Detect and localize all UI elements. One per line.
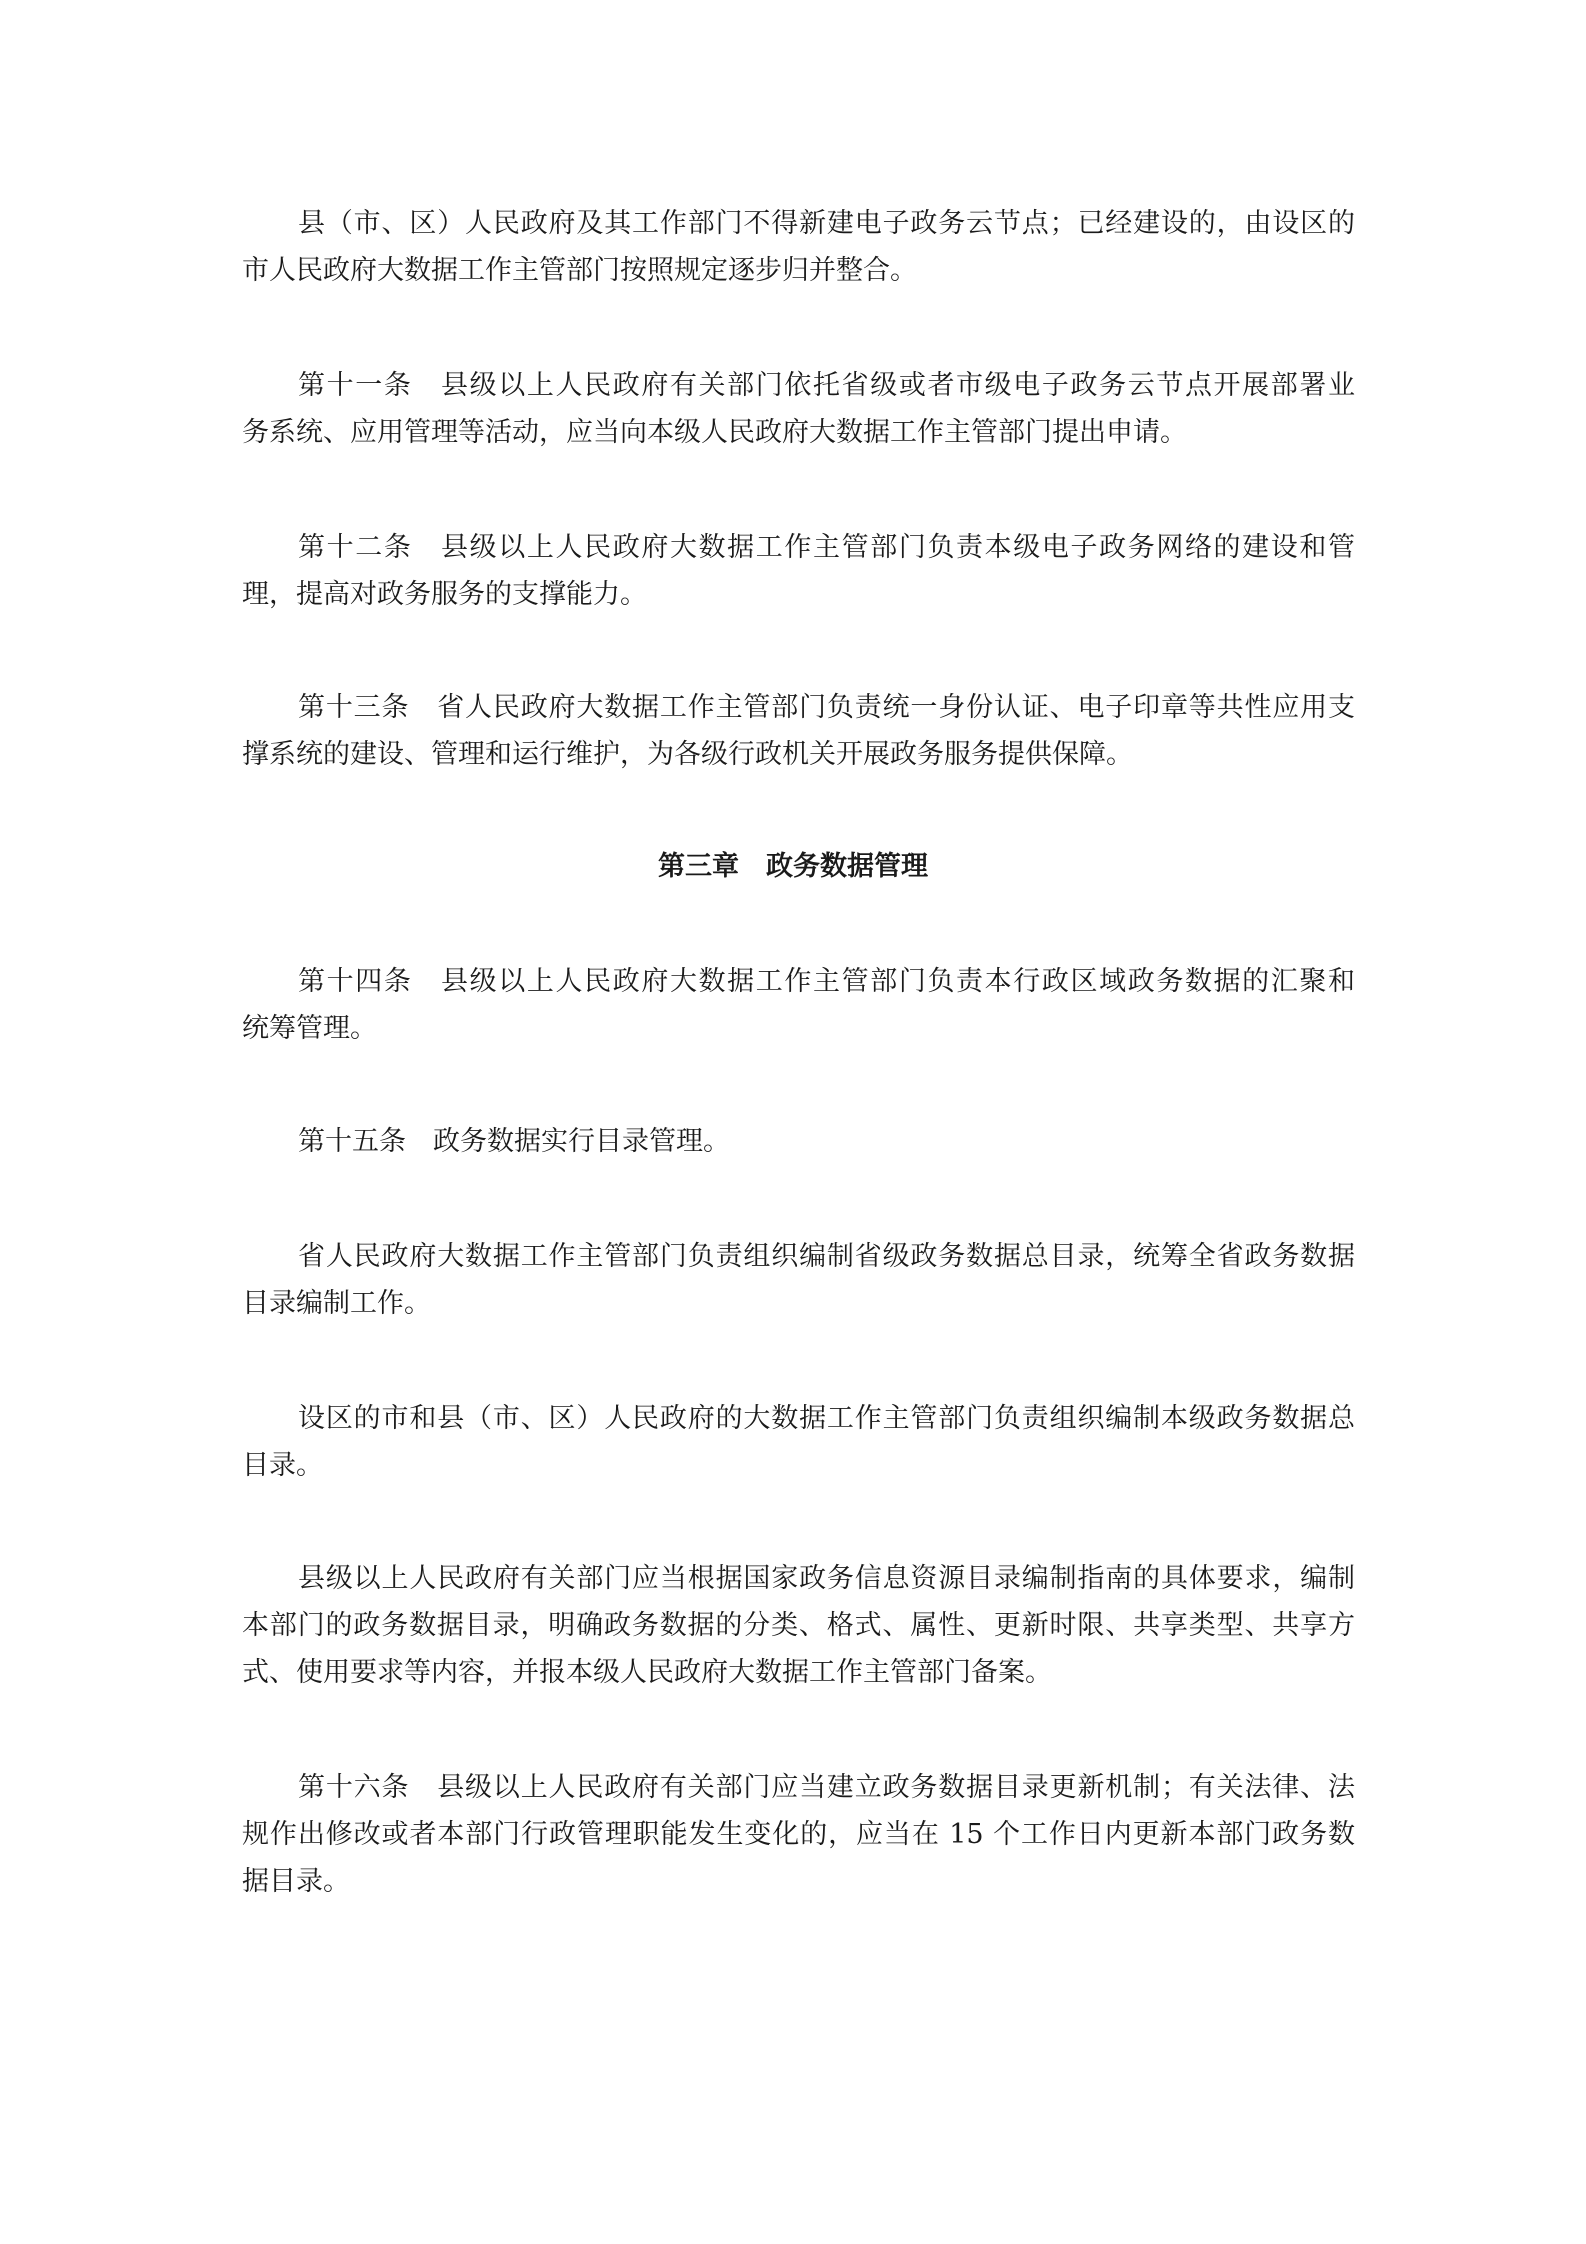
paragraph-line: 县级以上人民政府有关部门应当根据国家政务信息资源目录编制指南的具体要求，编制 [298,1563,1355,1594]
paragraph [242,524,1355,618]
paragraph [242,362,1355,456]
paragraph-line: 设区的市和县（市、区）人民政府的大数据工作主管部门负责组织编制本级政务数据总 [298,1403,1355,1434]
paragraph-line: 统筹管理。 [242,1013,377,1044]
paragraph-line: 县（市、区）人民政府及其工作部门不得新建电子政务云节点；已经建设的，由设区的 [298,208,1355,239]
paragraph-line: 第十四条 县级以上人民政府大数据工作主管部门负责本行政区域政务数据的汇聚和 [298,966,1355,997]
paragraph-line: 第十六条 县级以上人民政府有关部门应当建立政务数据目录更新机制；有关法律、法 [298,1772,1355,1803]
paragraph [242,1555,1355,1696]
paragraph-line: 撑系统的建设、管理和运行维护，为各级行政机关开展政务服务提供保障。 [242,739,1133,770]
paragraph [242,958,1355,1052]
paragraph [242,1233,1355,1327]
paragraph-line: 据目录。 [242,1866,350,1897]
paragraph-line: 省人民政府大数据工作主管部门负责组织编制省级政务数据总目录，统筹全省政务数据 [298,1241,1355,1272]
paragraph-line: 规作出修改或者本部门行政管理职能发生变化的，应当在 15 个工作日内更新本部门政务数 [242,1819,1355,1850]
paragraph-line: 本部门的政务数据目录，明确政务数据的分类、格式、属性、更新时限、共享类型、共享方 [242,1610,1355,1641]
paragraph-line: 第十五条 政务数据实行目录管理。 [298,1126,730,1157]
paragraph-line: 第十二条 县级以上人民政府大数据工作主管部门负责本级电子政务网络的建设和管 [298,532,1355,563]
paragraph [242,1118,1355,1165]
paragraph [242,1764,1355,1905]
paragraph-line: 第十三条 省人民政府大数据工作主管部门负责统一身份认证、电子印章等共性应用支 [298,692,1355,723]
paragraph-line: 目录。 [242,1450,323,1481]
paragraph [242,1395,1355,1489]
paragraph [242,200,1355,294]
paragraph-line: 目录编制工作。 [242,1288,431,1319]
paragraph-line: 市人民政府大数据工作主管部门按照规定逐步归并整合。 [242,255,917,286]
paragraph-line: 第十一条 县级以上人民政府有关部门依托省级或者市级电子政务云节点开展部署业 [298,370,1355,401]
paragraph-line: 理，提高对政务服务的支撑能力。 [242,579,647,610]
paragraph [242,684,1355,778]
paragraph-line: 务系统、应用管理等活动，应当向本级人民政府大数据工作主管部门提出申请。 [242,417,1187,448]
chapter-heading: 第三章 政务数据管理 [658,851,928,882]
paragraph-line: 式、使用要求等内容，并报本级人民政府大数据工作主管部门备案。 [242,1657,1052,1688]
